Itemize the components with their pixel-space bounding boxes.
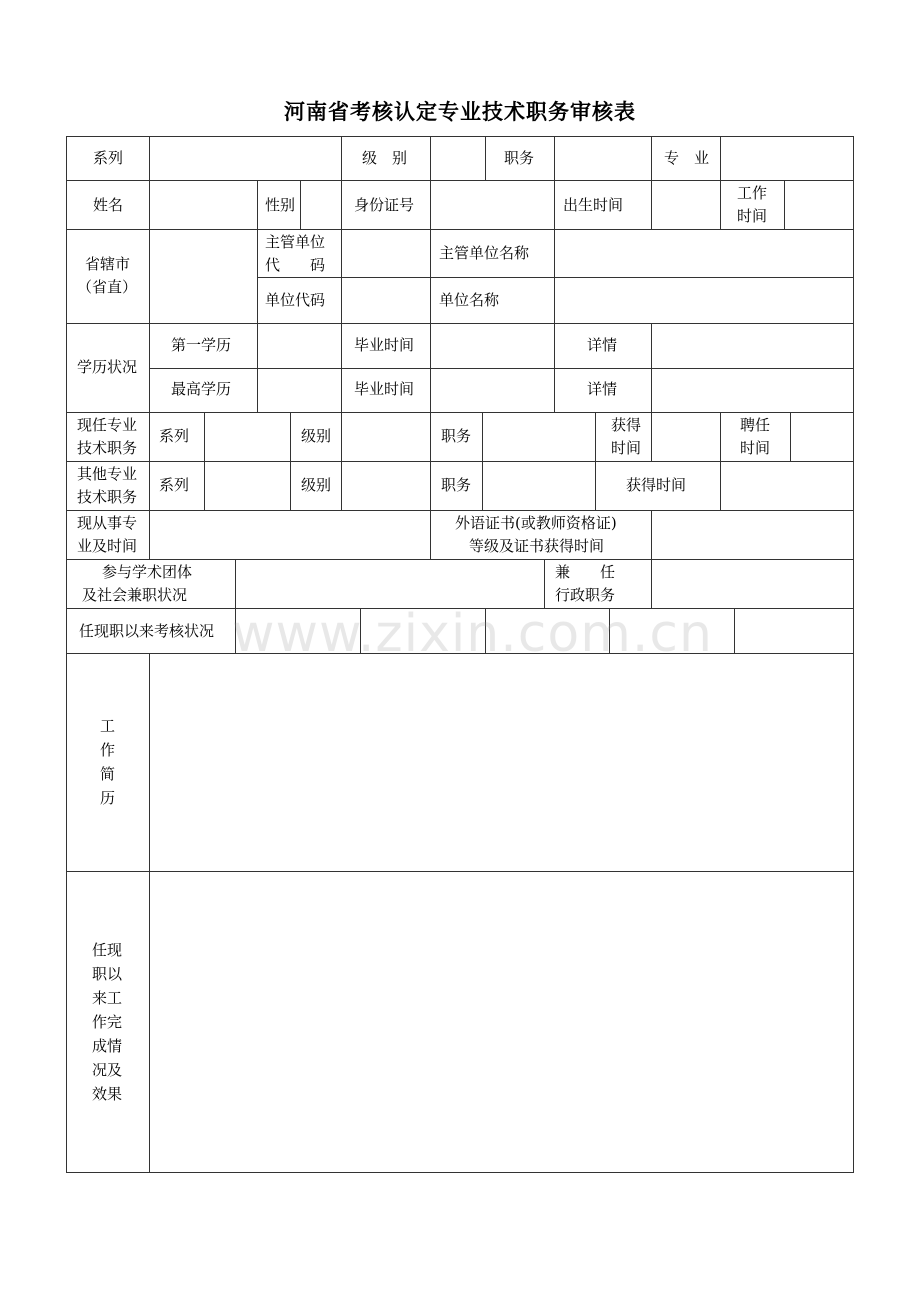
col-line <box>485 136 486 180</box>
col-line <box>430 180 431 229</box>
col-line <box>149 653 150 1172</box>
col-line <box>554 136 555 180</box>
table-border-bottom <box>66 1172 854 1173</box>
col-line <box>554 229 555 323</box>
label-wancheng-3: 来工 <box>92 989 123 1007</box>
label-waiyu-2: 等级及证书获得时间 <box>469 537 605 555</box>
label-biye-time-1: 毕业时间 <box>354 336 415 354</box>
col-line <box>544 559 545 608</box>
label-wancheng-7: 效果 <box>92 1085 123 1103</box>
label-canyu-1: 参与学术团体 <box>102 563 193 581</box>
col-line <box>430 229 431 323</box>
label-wancheng-5: 成情 <box>92 1037 123 1055</box>
row-line <box>66 510 854 511</box>
form-title: 河南省考核认定专业技术职务审核表 <box>284 99 636 124</box>
col-line <box>554 323 555 412</box>
label-pinren-2: 时间 <box>740 439 771 457</box>
label-xingbie: 性别 <box>265 196 296 214</box>
label-qita-2: 技术职务 <box>77 488 138 506</box>
col-line <box>651 136 652 180</box>
row-line <box>66 229 854 230</box>
label-zhuguan-name: 主管单位名称 <box>439 244 530 262</box>
table-border-top <box>66 136 854 137</box>
col-line <box>430 136 431 180</box>
col-line <box>149 510 150 559</box>
col-line <box>734 608 735 653</box>
col-line <box>149 180 150 229</box>
label-huode-1: 获得 <box>611 416 642 434</box>
col-line <box>430 323 431 412</box>
col-line <box>149 461 150 510</box>
col-line <box>651 323 652 412</box>
label-jianli-3: 简 <box>100 765 116 783</box>
row-line <box>66 559 854 560</box>
row-line <box>149 368 854 369</box>
col-line <box>482 412 483 461</box>
col-line <box>341 180 342 229</box>
col-line <box>290 412 291 461</box>
label-chusheng: 出生时间 <box>563 196 624 214</box>
label-wancheng-6: 况及 <box>92 1061 123 1079</box>
label-shengxiashi-2: （省直） <box>77 278 138 296</box>
col-line <box>204 412 205 461</box>
col-line <box>341 461 342 510</box>
col-line <box>341 412 342 461</box>
label-xingming: 姓名 <box>93 196 124 214</box>
label-danwei-name: 单位名称 <box>439 291 500 309</box>
label-wancheng-2: 职以 <box>92 965 123 983</box>
row-line <box>257 277 854 278</box>
label-zhiwu: 职务 <box>504 149 535 167</box>
col-line <box>784 180 785 229</box>
label-xilie: 系列 <box>93 149 124 167</box>
row-line <box>66 180 854 181</box>
label-xiangqing-1: 详情 <box>587 336 618 354</box>
label-xilie-3: 系列 <box>159 476 190 494</box>
label-danwei-code: 单位代码 <box>265 291 326 309</box>
label-xiancongshi-2: 业及时间 <box>77 537 138 555</box>
label-shengxiashi-1: 省辖市 <box>85 255 131 273</box>
col-line <box>235 559 236 608</box>
col-line <box>595 412 596 461</box>
col-line <box>595 461 596 510</box>
col-line <box>482 461 483 510</box>
label-jianli-2: 作 <box>100 741 116 759</box>
label-jibie-2: 级别 <box>301 427 332 445</box>
label-diyi-xueli: 第一学历 <box>171 336 232 354</box>
col-line <box>290 461 291 510</box>
col-line <box>257 323 258 412</box>
col-line <box>651 412 652 461</box>
label-qita-1: 其他专业 <box>77 465 138 483</box>
label-huode-time: 获得时间 <box>626 476 687 494</box>
label-zuigao-xueli: 最高学历 <box>171 380 232 398</box>
label-pinren-1: 聘任 <box>740 416 771 434</box>
label-xueli: 学历状况 <box>77 358 138 376</box>
col-line <box>651 510 652 559</box>
col-line <box>341 229 342 323</box>
label-wancheng-1: 任现 <box>92 941 123 959</box>
col-line <box>720 180 721 229</box>
table-border-left <box>66 136 67 1172</box>
col-line <box>720 461 721 510</box>
col-line <box>149 136 150 180</box>
label-jianren-1: 兼 任 <box>555 563 616 581</box>
label-jibie-3: 级别 <box>301 476 332 494</box>
col-line <box>720 412 721 461</box>
col-line <box>651 559 652 608</box>
label-zhuguan-code-2: 代 码 <box>265 256 326 274</box>
col-line <box>430 461 431 510</box>
label-xilie-2: 系列 <box>159 427 190 445</box>
col-line <box>149 412 150 461</box>
label-zhiwu-3: 职务 <box>441 476 472 494</box>
row-line <box>66 412 854 413</box>
label-jianli-1: 工 <box>100 717 116 735</box>
col-line <box>149 323 150 412</box>
col-line <box>554 180 555 229</box>
label-xiangqing-2: 详情 <box>587 380 618 398</box>
col-line <box>341 136 342 180</box>
row-line <box>66 871 854 872</box>
col-line <box>300 180 301 229</box>
col-line <box>341 323 342 412</box>
label-waiyu-1: 外语证书(或教师资格证) <box>455 514 617 532</box>
label-zhiwu-2: 职务 <box>441 427 472 445</box>
label-zhuguan-code-1: 主管单位 <box>265 233 326 251</box>
label-gongzuo-time-2: 时间 <box>737 207 768 225</box>
label-jibie: 级 别 <box>362 149 408 167</box>
label-biye-time-2: 毕业时间 <box>354 380 415 398</box>
col-line <box>257 229 258 323</box>
col-line <box>257 180 258 229</box>
col-line <box>720 136 721 180</box>
col-line <box>430 510 431 559</box>
table-border-right <box>853 136 854 1172</box>
label-xianren-2: 技术职务 <box>77 439 138 457</box>
label-xianren-1: 现任专业 <box>77 416 138 434</box>
row-line <box>66 323 854 324</box>
label-jianli-4: 历 <box>100 789 116 807</box>
col-line <box>149 229 150 323</box>
label-gongzuo-time-1: 工作 <box>737 184 768 202</box>
label-wancheng-4: 作完 <box>92 1013 123 1031</box>
watermark: www.zixin.com.cn <box>232 604 713 664</box>
col-line <box>651 180 652 229</box>
row-line <box>66 461 854 462</box>
col-line <box>790 412 791 461</box>
label-jianren-2: 行政职务 <box>555 586 616 604</box>
label-kaohe: 任现职以来考核状况 <box>79 622 215 640</box>
label-shenfenzheng: 身份证号 <box>354 196 415 214</box>
col-line <box>204 461 205 510</box>
label-huode-2: 时间 <box>611 439 642 457</box>
col-line <box>430 412 431 461</box>
label-xiancongshi-1: 现从事专 <box>77 514 138 532</box>
label-canyu-2: 及社会兼职状况 <box>82 586 188 604</box>
label-zhuanye: 专 业 <box>664 149 710 167</box>
